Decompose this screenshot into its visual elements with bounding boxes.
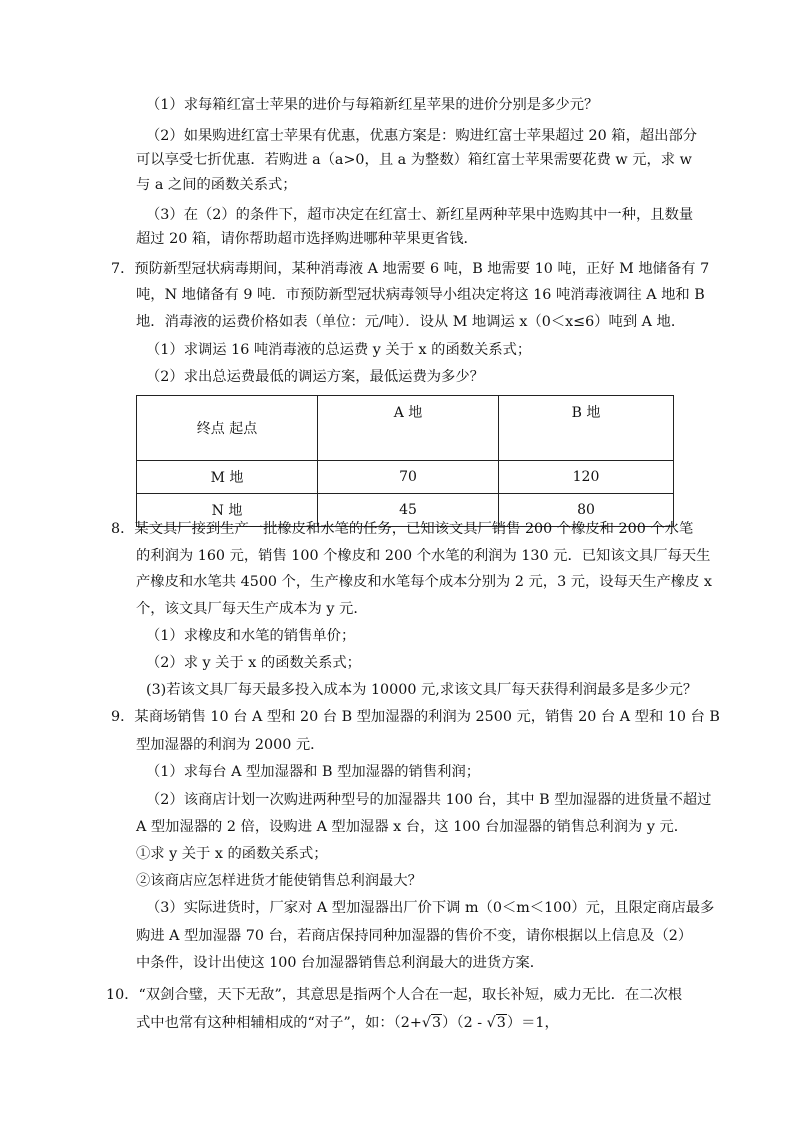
freight-table (136, 395, 674, 527)
radicand-2: 3 (496, 1015, 506, 1031)
sqrt-symbol: √3 (486, 1015, 506, 1031)
radicand-1: 3 (432, 1015, 442, 1031)
q9-sub3-line3: 中条件，设计出使这 100 台加湿器销售总利润最大的进货方案． (136, 955, 545, 971)
q9-sub3-line1: （3）实际进货时，厂家对 A 型加湿器出厂价下调 m（0＜m＜100）元，且限定商店最多 (146, 900, 715, 916)
q8-sub1: （1）求橡皮和水笔的销售单价； (146, 628, 356, 644)
corner-destination-label: 终点 (196, 421, 225, 437)
q9-sub2-item2: ②该商店应怎样进货才能使销售总利润最大？ (136, 873, 422, 889)
row-origin: M 地 (137, 461, 318, 494)
q6-sub2-line2: 可以享受七折优惠．若购进 a（a>0，且 a 为整数）箱红富士苹果需要花费 w 元，求 w (136, 152, 692, 168)
q9-sub2-line2: A 型加湿器的 2 倍，设购进 A 型加湿器 x 台，这 100 台加湿器的销售总利润为 y 元． (136, 819, 689, 835)
q9-sub2-item1: ①求 y 关于 x 的函数关系式； (136, 846, 328, 862)
table-header-row (137, 396, 674, 461)
q10-line2-prefix: 式中也常有这种相辅相成的“对子”，如：（2+ (136, 1015, 422, 1031)
table-row (137, 461, 674, 494)
q9-sub3-line2: 购进 A 型加湿器 70 台，若商店保持同种加湿器的售价不变，请你根据以上信息及（2） (136, 928, 693, 944)
q9-sub2-line1: （2）该商店计划一次购进两种型号的加湿器共 100 台，其中 B 型加湿器的进货量不超过 (146, 792, 712, 808)
q8-line3: 产橡皮和水笔共 4500 个，生产橡皮和水笔每个成本分别为 2 元，3 元，设每天生产橡皮 x (136, 574, 712, 590)
sqrt-symbol: √3 (421, 1015, 442, 1031)
q7-sub1: （1）求调运 16 吨消毒液的总运费 y 关于 x 的函数关系式； (146, 342, 532, 358)
q10-line2 (136, 1013, 559, 1033)
q9-line1: 9．某商场销售 10 台 A 型和 20 台 B 型加湿器的利润为 2500 元，销售 20 台 A 型和 10 台 B (111, 709, 720, 725)
q8-sub2: （2）求 y 关于 x 的函数关系式； (146, 655, 361, 671)
q7-sub2: （2）求出总运费最低的调运方案，最低运费为多少？ (146, 369, 484, 385)
q8-line4: 个，该文具厂每天生产成本为 y 元． (136, 601, 368, 617)
q6-sub2-line1: （2）如果购进红富士苹果有优惠，优惠方案是：购进红富士苹果超过 20 箱，超出部分 (146, 128, 698, 144)
q6-sub3-line2: 超过 20 箱，请你帮助超市选择购进哪种苹果更省钱． (136, 231, 478, 247)
column-header-b: B 地 (499, 396, 674, 461)
q10-line2-suffix: ）＝1， (506, 1015, 559, 1031)
q7-line2: 吨，N 地储备有 9 吨．市预防新型冠状病毒领导小组决定将这 16 吨消毒液调往 A 地和 B (136, 287, 705, 303)
q8-line2: 的利润为 160 元，销售 100 个橡皮和 200 个水笔的利润为 130 元．已知该文具厂每天生 (136, 548, 711, 564)
table-corner-cell (137, 396, 318, 461)
q9-line2: 型加湿器的利润为 2000 元． (136, 737, 325, 753)
corner-origin-label: 起点 (229, 421, 258, 437)
q7-line3: 地．消毒液的运费价格如表（单位：元/吨）．设从 M 地调运 x（0＜x≤6）吨到 A 地． (136, 314, 686, 330)
q6-sub2-line3: 与 a 之间的函数关系式； (136, 177, 297, 193)
q6-sub1: （1）求每箱红富士苹果的进价与每箱新红星苹果的进价分别是多少元？ (146, 97, 599, 113)
cell-to-a: 45 (318, 494, 499, 527)
cell-to-b: 120 (499, 461, 674, 494)
column-header-a: A 地 (318, 396, 499, 461)
q8-sub3: (3)若该文具厂每天最多投入成本为 10000 元,求该文具厂每天获得利润最多是多少元？ (146, 682, 698, 698)
row-origin: N 地 (137, 494, 318, 527)
cell-to-b: 80 (499, 494, 674, 527)
cell-to-a: 70 (318, 461, 499, 494)
q10-line1: 10．“双剑合璧，天下无敌”，其意思是指两个人合在一起，取长补短，威力无比．在二次根 (106, 987, 683, 1003)
q7-line1: 7．预防新型冠状病毒期间，某种消毒液 A 地需要 6 吨，B 地需要 10 吨，正好 M 地储备有 7 (111, 261, 710, 277)
q9-sub1: （1）求每台 A 型加湿器和 B 型加湿器的销售利润； (146, 764, 481, 780)
q8-line1: 8．某文具厂接到生产一批橡皮和水笔的任务，已知该文具厂销售 200 个橡皮和 200 个水笔 (111, 521, 694, 537)
q10-line2-middle: ）（2 - (442, 1015, 487, 1031)
q6-sub3-line1: （3）在（2）的条件下，超市决定在红富士、新红星两种苹果中选购其中一种，且数量 (146, 207, 694, 223)
